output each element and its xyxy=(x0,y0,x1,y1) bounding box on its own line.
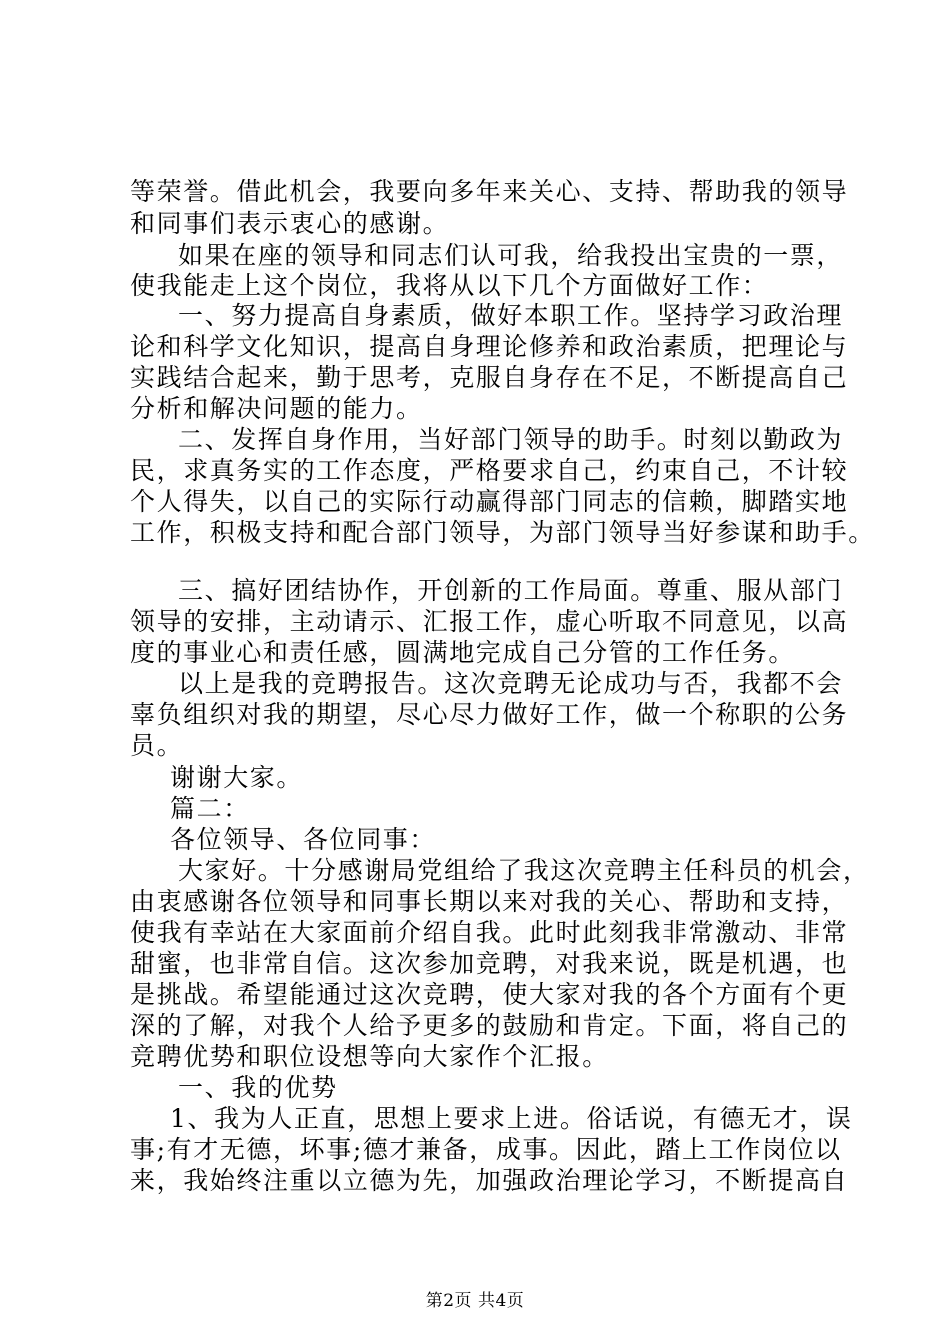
text-line: 论和科学文化知识，提高自身理论修养和政治素质，把理论与 xyxy=(130,332,849,361)
text-line: 以上是我的竞聘报告。这次竞聘无论成功与否，我都不会 xyxy=(178,669,844,698)
page-footer: 第2页 共4页 xyxy=(425,1291,525,1311)
text-line: 由衷感谢各位领导和同事长期以来对我的关心、帮助和支持， xyxy=(130,887,849,916)
text-line: 等荣誉。借此机会，我要向多年来关心、支持、帮助我的领导 xyxy=(130,177,849,206)
text-line: 谢谢大家。 xyxy=(170,763,304,792)
text-line: 辜负组织对我的期望，尽心尽力做好工作，做一个称职的公务 xyxy=(130,700,849,729)
text-line: 度的事业心和责任感，圆满地完成自己分管的工作任务。 xyxy=(130,638,796,667)
text-line: 分析和解决问题的能力。 xyxy=(130,394,423,423)
text-line: 和同事们表示衷心的感谢。 xyxy=(130,209,450,238)
text-line: 个人得失，以自己的实际行动赢得部门同志的信赖，脚踏实地 xyxy=(130,487,849,516)
text-line: 1、我为人正直，思想上要求上进。俗话说，有德无才，误 xyxy=(170,1104,853,1133)
text-line: 使我能走上这个岗位，我将从以下几个方面做好工作： xyxy=(130,271,769,300)
text-line: 如果在座的领导和同志们认可我，给我投出宝贵的一票， xyxy=(178,241,844,270)
text-line: 大家好。十分感谢局党组给了我这次竞聘主任科员的机会， xyxy=(178,856,870,885)
text-line: 民，求真务实的工作态度，严格要求自己，约束自己，不计较 xyxy=(130,456,849,485)
text-line: 篇二： xyxy=(170,794,250,823)
text-line: 各位领导、各位同事： xyxy=(170,825,437,854)
text-line: 工作，积极支持和配合部门领导，为部门领导当好参谋和助手。 xyxy=(130,518,875,547)
text-line: 使我有幸站在大家面前介绍自我。此时此刻我非常激动、非常 xyxy=(130,918,849,947)
text-line: 深的了解，对我个人给予更多的鼓励和肯定。下面，将自己的 xyxy=(130,1011,849,1040)
text-line: 员。 xyxy=(130,731,184,760)
text-line: 二、发挥自身作用，当好部门领导的助手。时刻以勤政为 xyxy=(178,425,844,454)
text-line: 来，我始终注重以立德为先，加强政治理论学习，不断提高自 xyxy=(130,1166,849,1195)
text-line: 一、努力提高自身素质，做好本职工作。坚持学习政治理 xyxy=(178,301,844,330)
text-line: 实践结合起来，勤于思考，克服自身存在不足，不断提高自己 xyxy=(130,363,849,392)
text-line: 三、搞好团结协作，开创新的工作局面。尊重、服从部门 xyxy=(178,576,844,605)
text-line: 一、我的优势 xyxy=(178,1073,338,1102)
text-line: 甜蜜，也非常自信。这次参加竞聘，对我来说，既是机遇，也 xyxy=(130,949,849,978)
text-line: 领导的安排，主动请示、汇报工作，虚心听取不同意见，以高 xyxy=(130,607,849,636)
text-line: 事;有才无德，坏事;德才兼备，成事。因此，踏上工作岗位以 xyxy=(130,1135,842,1164)
text-line: 竞聘优势和职位设想等向大家作个汇报。 xyxy=(130,1042,609,1071)
text-line: 是挑战。希望能通过这次竞聘，使大家对我的各个方面有个更 xyxy=(130,980,849,1009)
